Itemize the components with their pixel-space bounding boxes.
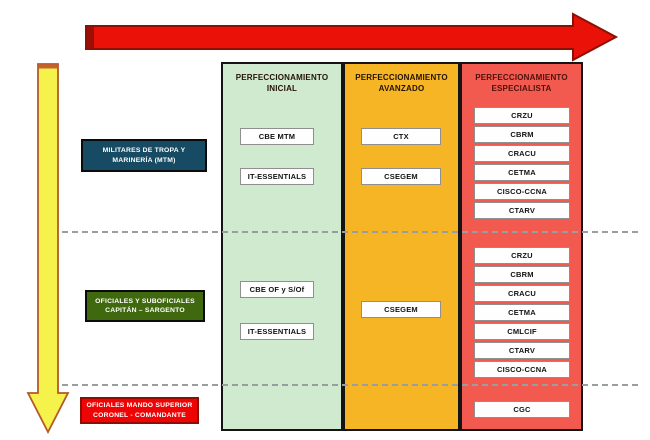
course-box: CISCO-CCNA	[474, 361, 570, 378]
column-header-especialista: PERFECCIONAMIENTO ESPECIALISTA	[475, 73, 568, 93]
row-label-mtm-line1: MILITARES DE TROPA Y	[102, 147, 186, 154]
course-box: CETMA	[474, 304, 570, 321]
column-inicial	[221, 62, 343, 431]
course-box: CBRM	[474, 266, 570, 283]
course-box: CTX	[361, 128, 441, 145]
column-avanzado	[343, 62, 460, 431]
course-box: CGC	[474, 401, 570, 418]
complexity-arrow-shape	[86, 14, 616, 60]
course-box: CRZU	[474, 107, 570, 124]
row-label-mando-superior	[80, 397, 199, 424]
course-box: CBE OF y S/Of	[240, 281, 314, 298]
column-header-inicial: PERFECCIONAMIENTO INICIAL	[235, 73, 329, 93]
course-box: IT-ESSENTIALS	[240, 168, 314, 185]
complexity-arrow	[0, 0, 650, 62]
responsibility-arrow-shape	[28, 64, 68, 432]
row-label-oficiales-suboficiales	[85, 290, 205, 322]
row-label-oficiales-line2: CAPITÁN – SARGENTO	[105, 307, 185, 314]
column-header-avanzado: PERFECCIONAMIENTO AVANZADO	[355, 73, 448, 93]
course-box: CSEGEM	[361, 301, 441, 318]
complexity-arrow-tail	[87, 27, 94, 48]
row-label-mtm	[81, 139, 207, 172]
course-box: CETMA	[474, 164, 570, 181]
row-label-mtm-line2: MARINERÍA (MTM)	[112, 156, 176, 164]
course-box: CTARV	[474, 202, 570, 219]
course-box: CISCO-CCNA	[474, 183, 570, 200]
course-box: CSEGEM	[361, 168, 441, 185]
dashed-divider-2	[62, 384, 638, 386]
responsibility-arrow	[0, 55, 80, 440]
course-box: CRZU	[474, 247, 570, 264]
course-box: CRACU	[474, 145, 570, 162]
course-box: CBRM	[474, 126, 570, 143]
row-label-oficiales-line1: OFICIALES Y SUBOFICIALES	[95, 297, 195, 305]
course-box: CTARV	[474, 342, 570, 359]
course-box: CBE MTM	[240, 128, 314, 145]
row-label-mando-line1: OFICIALES MANDO SUPERIOR	[86, 402, 193, 409]
course-box: IT-ESSENTIALS	[240, 323, 314, 340]
row-label-mando-line2: CORONEL - COMANDANTE	[93, 411, 186, 419]
course-box: CRACU	[474, 285, 570, 302]
responsibility-arrow-cap	[39, 65, 58, 69]
dashed-divider-1	[62, 231, 638, 233]
course-box: CMLCIF	[474, 323, 570, 340]
